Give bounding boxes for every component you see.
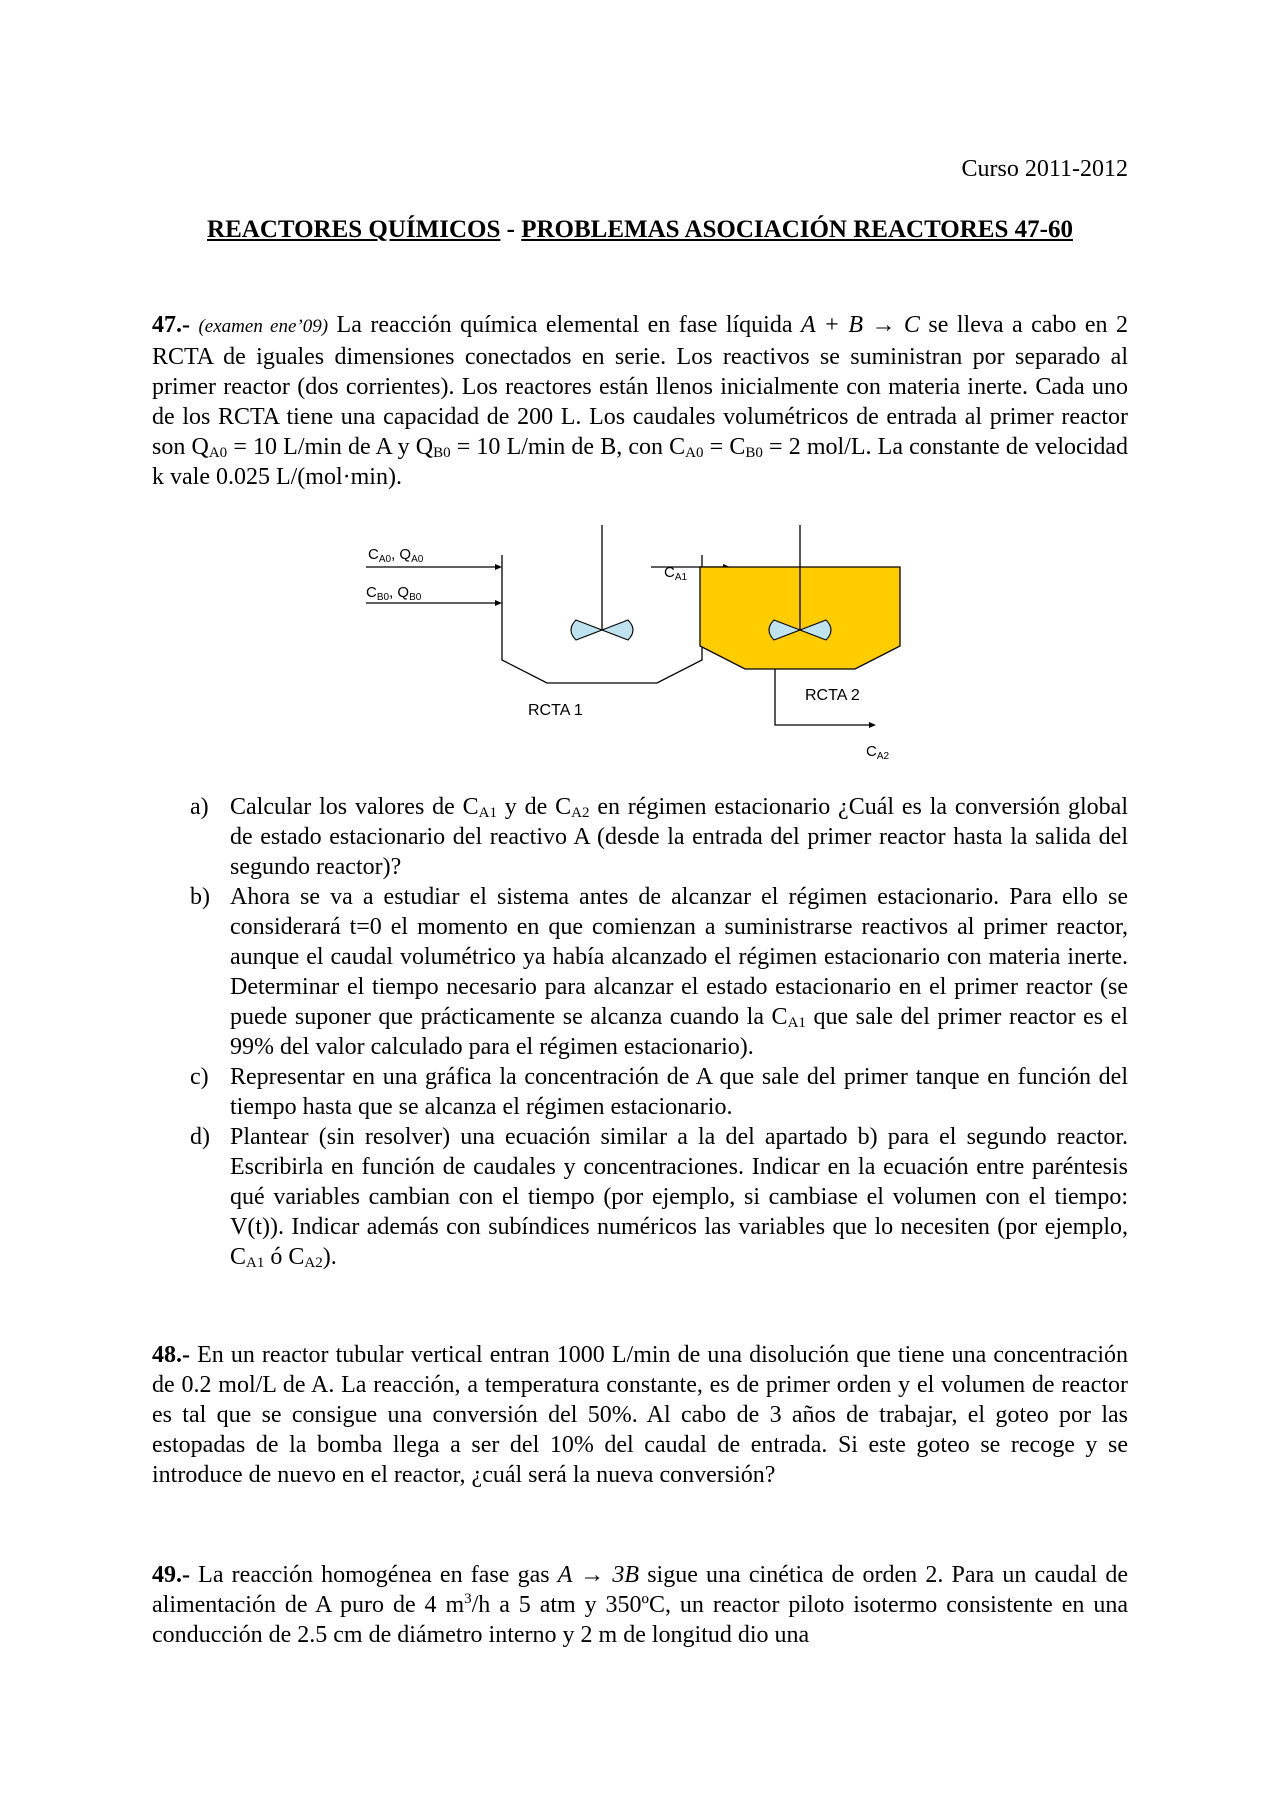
question-text: que sale del primer reactor es el 99% del valor calculado para el régimen estacionario). (230, 1004, 1129, 1060)
reactor-1-impeller-right (602, 620, 633, 640)
inlet-b-label: $C_{B0}$, $Q_{B0}$ (366, 584, 422, 603)
problem-47-text: = 10 L/min de A y Q (227, 434, 434, 460)
superscript: 3 (464, 1591, 472, 1607)
subscript: A1 (246, 1255, 265, 1271)
question-label: b) (190, 884, 210, 910)
subscript: A1 (787, 1015, 806, 1031)
problem-49-equation: A → 3B (557, 1562, 640, 1588)
reactor-2-label: RCTA 2 (805, 687, 860, 704)
inlet-b-arrow (495, 600, 502, 606)
subscript: A0 (208, 445, 228, 461)
problem-47-text: = 2 mol/L. La constante de velocidad k vale 0.025 L/(mol·min). (152, 434, 1128, 490)
question-text: ). (322, 1244, 337, 1270)
problem-49-statement (152, 1560, 1128, 1650)
problem-49-number: 49.- (152, 1562, 190, 1588)
problem-49-text: sigue una cinética de orden 2. Para un caudal de alimentación de A puro de 4 m (152, 1562, 1128, 1618)
problem-47-text: = C (703, 434, 746, 460)
question-c (190, 1062, 1128, 1122)
reactor-1-label: RCTA 1 (528, 702, 583, 719)
title-section: PROBLEMAS ASOCIACIÓN REACTORES 47-60 (521, 216, 1073, 243)
problem-48-statement (152, 1340, 1128, 1490)
subscript: A0 (685, 445, 704, 461)
problem-47-text: se lleva a cabo en 2 RCTA de iguales dimensiones conectados en serie. Los reactivos se suministran por separado al primer reactor (dos corrientes). Los reactores están llenos inicialmente con materia inerte. Cada uno de los RCTA tiene una capacidad de 200 L. Los caudales volumétricos de entrada al primer reactor son Q (152, 312, 1129, 460)
subscript: B0 (745, 445, 763, 461)
subscript: B0 (433, 445, 451, 461)
problem-48-text: En un reactor tubular vertical entran 1000 L/min de una disolución que tiene una concentración de 0.2 mol/L de A. La reacción, a temperatura constante, es de primer orden y el volumen de reactor es tal que se consigue una conversión del 50%. Al cabo de 3 años de trabajar, el goteo por las estopadas de la bomba llega a ser del 10% del caudal de entrada. Si este goteo se recoge y se introduce de nuevo en el reactor, ¿cuál será la nueva conversión? (152, 1342, 1128, 1488)
inlet-a-label: $C_{A0}$, $Q_{A0}$ (368, 546, 424, 565)
title-subject: REACTORES QUÍMICOS (207, 216, 501, 243)
problem-47-equation: A + B → C (800, 312, 920, 338)
outlet-arrow (869, 722, 876, 728)
question-text: Ahora se va a estudiar el sistema antes de alcanzar el régimen estacionario. Para ello se considerará t=0 el momento en que comienzan a suministrarse reactivos al primer reactor, aunque el caudal volumétrico ya había alcanzado el régimen estacionario con materia inerte. Determinar el tiempo necesario para alcanzar el estado estacionario en el primer reactor (se puede suponer que prácticamente se alcanza cuando la C (230, 884, 1128, 1030)
problem-49-text: La reacción homogénea en fase gas (190, 1562, 558, 1588)
subscript: A2 (304, 1255, 323, 1271)
question-a (190, 792, 1128, 882)
inlet-a-arrow (495, 564, 502, 570)
question-d (190, 1122, 1128, 1272)
question-text: y de C (496, 794, 572, 820)
question-text: Calcular los valores de C (230, 794, 479, 820)
question-text: Representar en una gráfica la concentración de A que sale del primer tanque en función del tiempo hasta que se alcanza el régimen estacionario. (230, 1064, 1128, 1120)
subscript: A1 (478, 805, 497, 821)
course-label: Curso 2011-2012 (961, 156, 1128, 182)
problem-49-text: /h a 5 atm y 350ºC, un reactor piloto isotermo consistente en una conducción de 2.5 cm de diámetro interno y 2 m de longitud dio una (152, 1592, 1128, 1648)
problem-47-statement (152, 310, 1128, 492)
question-b (190, 882, 1128, 1062)
problem-47-number: 47.- (152, 312, 190, 338)
question-text: Plantear (sin resolver) una ecuación similar a la del apartado b) para el segundo reactor. Escribirla en función de caudales y concentraciones. Indicar en la ecuación entre paréntesis qué variables cambian con el tiempo (por ejemplo, si cambiase el volumen con el tiempo: V(t)). Indicar además con subíndices numéricos las variables que lo necesiten (por ejemplo, C (230, 1124, 1128, 1270)
question-text: ó C (264, 1244, 305, 1270)
reactor-1-impeller-left (571, 620, 602, 640)
problem-47-text: = 10 L/min de B, con C (450, 434, 686, 460)
question-label: c) (190, 1064, 209, 1090)
question-text: en régimen estacionario ¿Cuál es la conversión global de estado estacionario del reactivo A (desde la entrada del primer reactor hasta la salida del segundo reactor)? (230, 794, 1128, 880)
subscript: A2 (571, 805, 590, 821)
page-title (152, 216, 1128, 244)
title-separator: - (500, 216, 522, 243)
question-label: d) (190, 1124, 210, 1150)
transfer-label: $C_{A1}$ (664, 564, 688, 583)
problem-48-number: 48.- (152, 1342, 190, 1368)
problem-47-text: La reacción química elemental en fase líquida (328, 312, 801, 338)
question-label: a) (190, 794, 209, 820)
problem-47-exam-tag: (examen ene’09) (198, 316, 329, 337)
problem-47-questions (190, 792, 1128, 1272)
reactor-series-diagram (350, 515, 910, 775)
outlet-label: $C_{A2}$ (866, 743, 890, 762)
